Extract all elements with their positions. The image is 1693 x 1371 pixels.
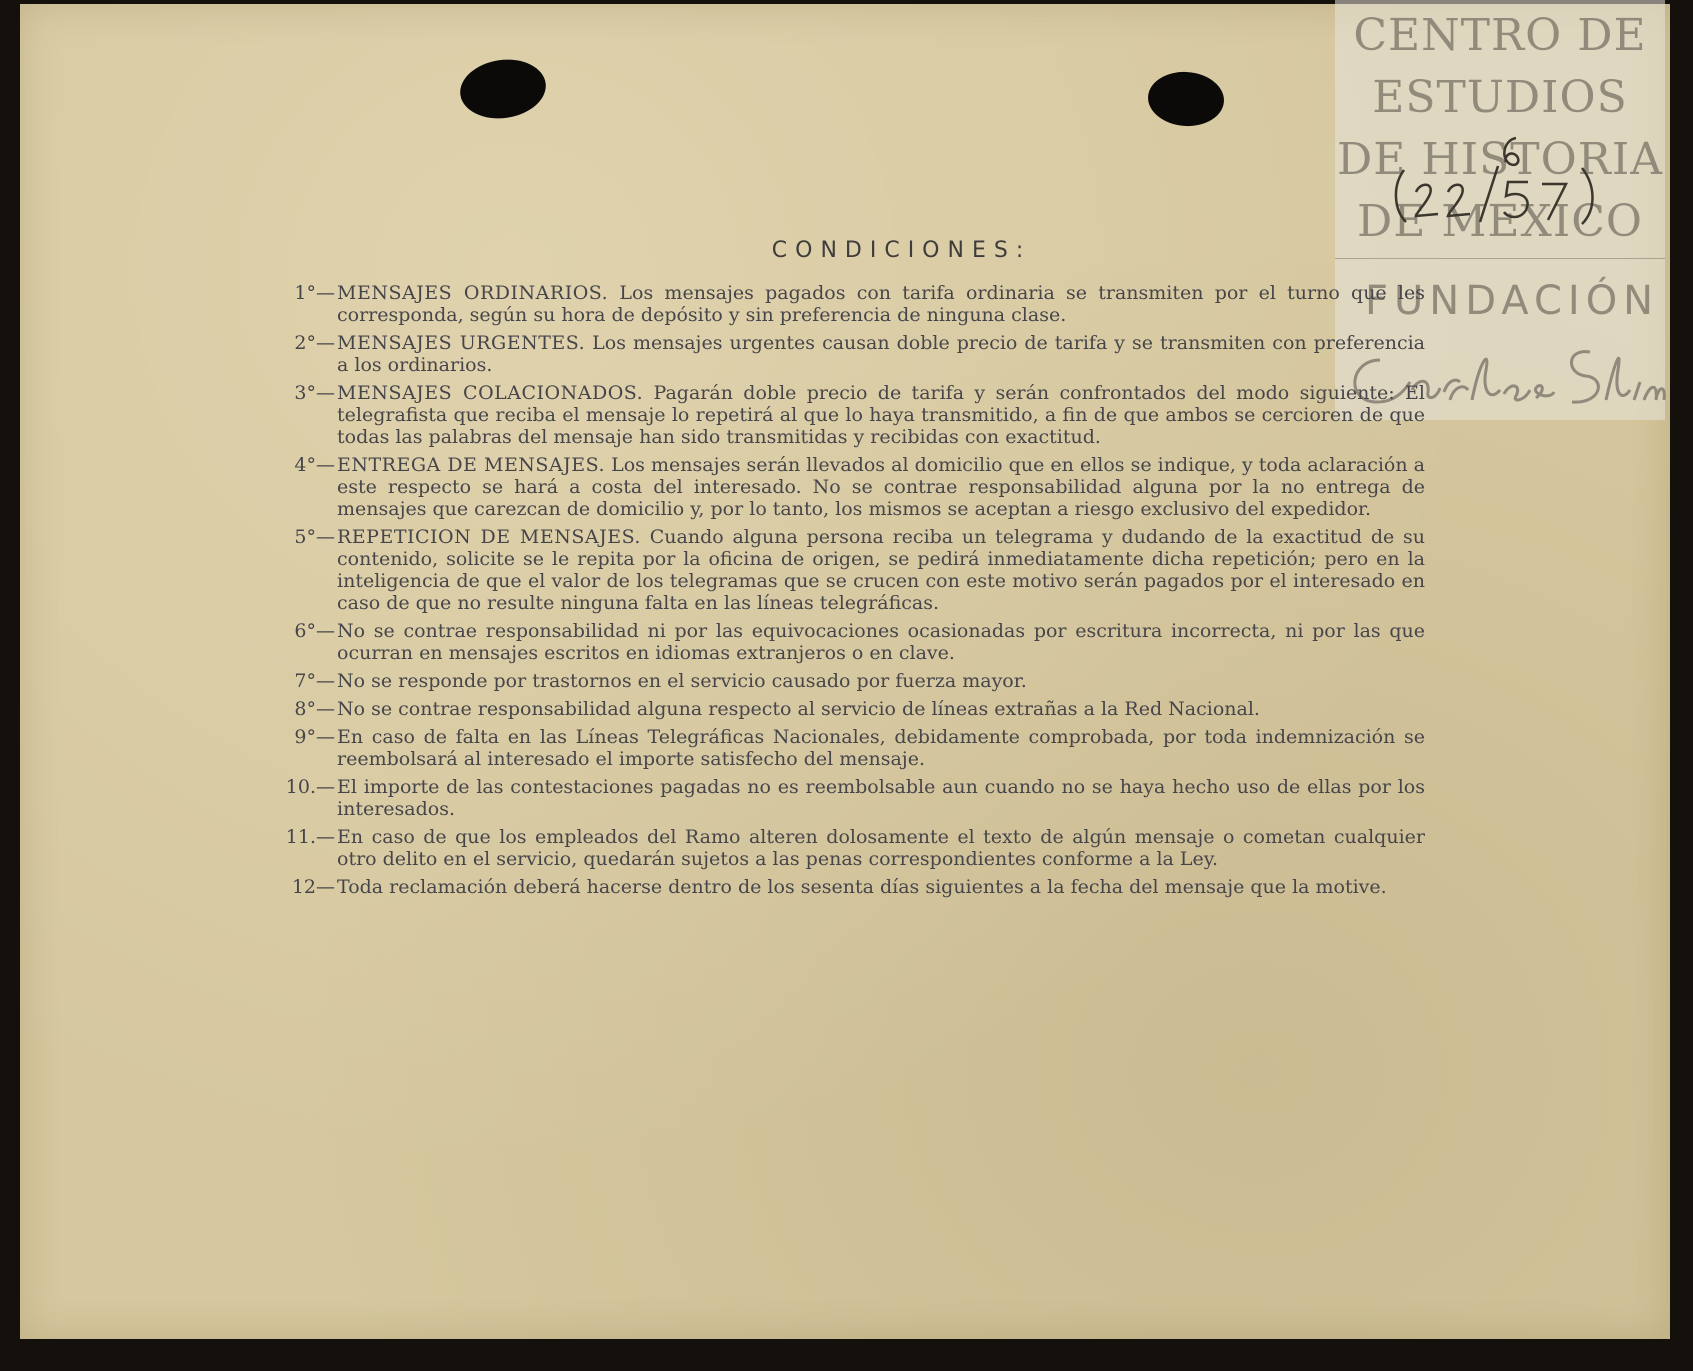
condition-text xyxy=(337,454,1425,520)
condition-number: 4°— xyxy=(294,454,335,476)
condition-number: 9°— xyxy=(294,726,335,748)
condition-body: Los mensajes serán llevados al domicilio que en ellos se indique, y toda aclaración a este respecto se hará a costa del interesado. No se contrae responsabilidad alguna por la no entrega de mensajes que carezcan de domicilio y, por lo tanto, los mismos se aceptan a riesgo exclusivo del expedidor. xyxy=(337,454,1425,520)
condition-body: Cuando alguna persona reciba un telegrama y dudando de la exactitud de su contenido, solicite se le repita por la oficina de origen, se pedirá inmediatamente dicha repetición; pero en la inteligencia de que el valor de los telegramas que se crucen con este motivo serán pagados por el interesado en caso de que no resulte ninguna falta en las líneas telegráficas. xyxy=(337,526,1425,614)
condition-text xyxy=(337,382,1425,448)
condition-body: En caso de que los empleados del Ramo alteren dolosamente el texto de algún mensaje o cometan cualquier otro delito en el servicio, quedarán sujetos a las penas correspondientes conforme a la Ley. xyxy=(337,826,1425,870)
condition-item xyxy=(275,620,1425,664)
condition-body: El importe de las contestaciones pagadas no es reembolsable aun cuando no se haya hecho uso de ellas por los interesados. xyxy=(337,776,1425,820)
conditions-title: CONDICIONES: xyxy=(771,238,1032,263)
condition-text xyxy=(337,332,1425,376)
condition-item xyxy=(275,876,1425,898)
condition-item xyxy=(275,826,1425,870)
punch-hole-left xyxy=(456,54,549,123)
condition-body: En caso de falta en las Líneas Telegráficas Nacionales, debidamente comprobada, por toda indemnización se reembolsará al interesado el importe satisfecho del mensaje. xyxy=(337,726,1425,770)
condition-number: 12— xyxy=(291,876,335,898)
condition-text xyxy=(337,526,1425,614)
condition-heading: MENSAJES ORDINARIOS. xyxy=(337,282,609,304)
condition-text xyxy=(337,282,1425,326)
stamp-fundacion: FUNDACIÓN xyxy=(1365,278,1660,324)
condition-number: 10.— xyxy=(285,776,335,798)
condition-item xyxy=(275,282,1425,326)
condition-number: 6°— xyxy=(294,620,335,642)
condition-item xyxy=(275,454,1425,520)
condition-item xyxy=(275,698,1425,720)
conditions-list xyxy=(275,282,1425,904)
condition-body: Los mensajes pagados con tarifa ordinaria se transmiten por el turno que les corresponda, según su hora de depósito y sin preferencia de ninguna clase. xyxy=(337,282,1425,326)
condition-item xyxy=(275,332,1425,376)
condition-body: Los mensajes urgentes causan doble precio de tarifa y se transmiten con preferencia a los ordinarios. xyxy=(337,332,1426,376)
condition-number: 3°— xyxy=(294,382,335,404)
condition-number: 11.— xyxy=(285,826,335,848)
condition-number: 2°— xyxy=(294,332,335,354)
condition-body: No se responde por trastornos en el servicio causado por fuerza mayor. xyxy=(337,670,1027,692)
condition-body: Toda reclamación deberá hacerse dentro de los sesenta días siguientes a la fecha del mensaje que la motive. xyxy=(337,876,1387,898)
condition-number: 8°— xyxy=(294,698,335,720)
condition-heading: ENTREGA DE MENSAJES. xyxy=(337,454,606,476)
condition-item xyxy=(275,382,1425,448)
condition-item xyxy=(275,526,1425,614)
condition-item xyxy=(275,776,1425,820)
condition-heading: MENSAJES COLACIONADOS. xyxy=(337,382,644,404)
condition-number: 5°— xyxy=(294,526,335,548)
condition-heading: MENSAJES URGENTES. xyxy=(337,332,586,354)
condition-item xyxy=(275,726,1425,770)
condition-number: 1°— xyxy=(294,282,335,304)
handwritten-note-icon xyxy=(1386,130,1606,230)
punch-hole-right xyxy=(1146,69,1226,128)
stamp-line: CENTRO DE xyxy=(1353,10,1647,61)
stamp-line: DE MEXICO xyxy=(1357,196,1643,247)
condition-body: No se contrae responsabilidad ni por las equivocaciones ocasionadas por escritura incorrecta, ni por las que ocurran en mensajes escritos en idiomas extranjeros o en clave. xyxy=(337,620,1425,664)
condition-item xyxy=(275,670,1425,692)
stamp-line: DE HISTORIA xyxy=(1337,134,1663,185)
condition-number: 7°— xyxy=(294,670,335,692)
stamp-line: ESTUDIOS xyxy=(1372,72,1628,123)
condition-body: Pagarán doble precio de tarifa y serán confrontados del modo siguiente: El telegrafista que reciba el mensaje lo repetirá al que lo haya transmitido, a fin de que ambos se cercioren de que todas las palabras del mensaje han sido transmitidas y recibidas con exactitud. xyxy=(337,382,1425,448)
condition-heading: REPETICION DE MENSAJES. xyxy=(337,526,641,548)
condition-body: No se contrae responsabilidad alguna respecto al servicio de líneas extrañas a la Red Nacional. xyxy=(337,698,1260,720)
